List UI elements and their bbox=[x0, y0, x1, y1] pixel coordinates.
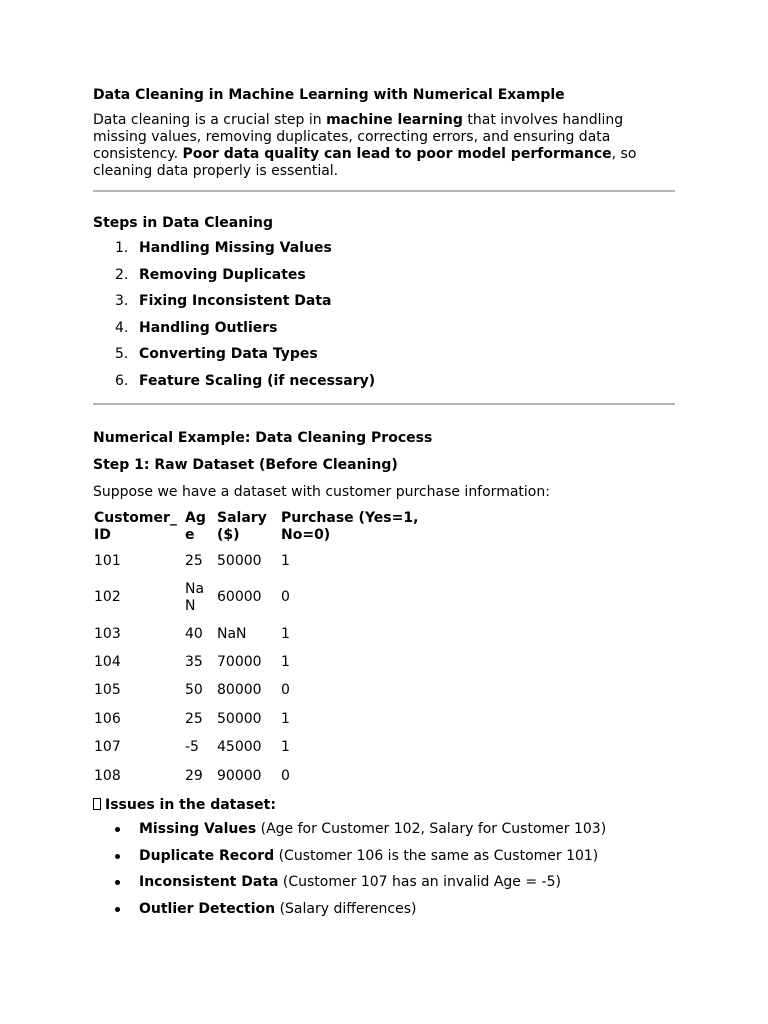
header-age: Ag e bbox=[185, 509, 206, 543]
cell-salary: 50000 bbox=[217, 710, 262, 727]
cell-purchase: 1 bbox=[281, 710, 290, 727]
issues-heading-text: Issues in the dataset: bbox=[105, 797, 276, 814]
issue-bold: Duplicate Record bbox=[139, 847, 275, 864]
issues-list bbox=[93, 821, 675, 927]
table-row bbox=[93, 548, 432, 576]
steps-list bbox=[93, 240, 675, 400]
cell-salary: 70000 bbox=[217, 654, 262, 671]
intro-bold-1: machine learning bbox=[326, 112, 463, 128]
step-number: 1. bbox=[115, 240, 129, 256]
divider bbox=[93, 403, 675, 405]
cell-customer-id: 106 bbox=[94, 710, 121, 727]
issue-text: (Age for Customer 102, Salary for Customer 103) bbox=[256, 821, 607, 838]
suppose-paragraph: Suppose we have a dataset with customer purchase information: bbox=[93, 483, 550, 500]
issue-bold: Missing Values bbox=[139, 821, 257, 838]
step-number: 2. bbox=[115, 266, 129, 283]
header-salary: Salary ($) bbox=[217, 509, 267, 543]
table-row bbox=[93, 705, 432, 733]
cell-purchase: 1 bbox=[281, 654, 290, 671]
issue-item bbox=[93, 848, 675, 875]
table-row bbox=[93, 576, 432, 620]
step-item bbox=[93, 373, 675, 400]
divider bbox=[93, 190, 675, 192]
issue-item bbox=[93, 821, 675, 848]
header-customer-id: Customer_ ID bbox=[94, 509, 177, 543]
document-page bbox=[93, 86, 675, 928]
cell-purchase: 0 bbox=[281, 767, 290, 784]
step-label: Handling Outliers bbox=[139, 319, 278, 336]
cell-salary: 90000 bbox=[217, 767, 262, 784]
cell-salary: 45000 bbox=[217, 739, 262, 756]
cell-age: -5 bbox=[185, 739, 199, 756]
intro-text-1: Data cleaning is a crucial step in bbox=[93, 112, 327, 128]
cell-salary: 60000 bbox=[217, 589, 262, 606]
step-item bbox=[93, 346, 675, 373]
issues-heading bbox=[93, 796, 675, 815]
table-row bbox=[93, 648, 432, 676]
step1-heading: Step 1: Raw Dataset (Before Cleaning) bbox=[93, 456, 398, 473]
cell-customer-id: 104 bbox=[94, 654, 121, 671]
cell-customer-id: 108 bbox=[94, 767, 121, 784]
table-row bbox=[93, 762, 432, 790]
cell-age: 25 bbox=[185, 710, 203, 727]
cell-customer-id: 107 bbox=[94, 739, 121, 756]
step-label: Removing Duplicates bbox=[139, 266, 306, 283]
step-label: Handling Missing Values bbox=[139, 240, 332, 256]
intro-bold-2: Poor data quality can lead to poor model performance bbox=[182, 146, 612, 162]
cell-customer-id: 103 bbox=[94, 625, 121, 642]
intro-text-3: , so cleaning data properly is essential. bbox=[93, 146, 637, 179]
cell-salary: NaN bbox=[217, 625, 247, 642]
intro-text-2: that involves handling missing values, removing duplicates, correcting errors, and ensuring data consistency. bbox=[93, 112, 624, 162]
bullet-icon bbox=[115, 827, 120, 832]
cell-age: 25 bbox=[185, 553, 203, 570]
cell-purchase: 1 bbox=[281, 625, 290, 642]
steps-heading: Steps in Data Cleaning bbox=[93, 215, 273, 231]
step-item bbox=[93, 267, 675, 294]
step-number: 6. bbox=[115, 372, 129, 389]
step-item bbox=[93, 320, 675, 347]
step-item bbox=[93, 240, 675, 267]
table-row bbox=[93, 620, 432, 648]
step-label: Fixing Inconsistent Data bbox=[139, 293, 332, 310]
step-number: 5. bbox=[115, 346, 129, 363]
issue-bold: Inconsistent Data bbox=[139, 874, 279, 891]
issue-bold: Outlier Detection bbox=[139, 901, 276, 918]
bullet-icon bbox=[115, 880, 120, 885]
issue-text: (Customer 107 has an invalid Age = -5) bbox=[278, 874, 561, 891]
cell-purchase: 0 bbox=[281, 589, 290, 606]
cell-salary: 50000 bbox=[217, 553, 262, 570]
cell-purchase: 1 bbox=[281, 739, 290, 756]
intro-paragraph bbox=[93, 112, 675, 180]
issue-text: (Salary differences) bbox=[275, 901, 417, 918]
missing-glyph-icon bbox=[93, 798, 101, 810]
cell-customer-id: 105 bbox=[94, 682, 121, 699]
step-label: Feature Scaling (if necessary) bbox=[139, 372, 376, 389]
cell-customer-id: 101 bbox=[94, 553, 121, 570]
document-title: Data Cleaning in Machine Learning with Numerical Example bbox=[93, 87, 565, 103]
step-label: Converting Data Types bbox=[139, 346, 318, 363]
header-purchase: Purchase (Yes=1, No=0) bbox=[281, 509, 419, 543]
step-number: 4. bbox=[115, 319, 129, 336]
cell-age: Na N bbox=[185, 580, 205, 614]
issue-text: (Customer 106 is the same as Customer 101) bbox=[274, 847, 599, 864]
cell-purchase: 1 bbox=[281, 553, 290, 570]
step-number: 3. bbox=[115, 293, 129, 310]
cell-purchase: 0 bbox=[281, 682, 290, 699]
table-row bbox=[93, 734, 432, 762]
cell-age: 35 bbox=[185, 654, 203, 671]
cell-age: 50 bbox=[185, 682, 203, 699]
bullet-icon bbox=[115, 854, 120, 859]
table-row bbox=[93, 677, 432, 705]
cell-age: 40 bbox=[185, 625, 203, 642]
cell-customer-id: 102 bbox=[94, 589, 121, 606]
bullet-icon bbox=[115, 907, 120, 912]
issue-item bbox=[93, 901, 675, 928]
cell-salary: 80000 bbox=[217, 682, 262, 699]
step-item bbox=[93, 293, 675, 320]
issue-item bbox=[93, 874, 675, 901]
cell-age: 29 bbox=[185, 767, 203, 784]
raw-dataset-table bbox=[93, 508, 432, 791]
example-heading: Numerical Example: Data Cleaning Process bbox=[93, 429, 433, 446]
table-header-row bbox=[93, 508, 432, 548]
